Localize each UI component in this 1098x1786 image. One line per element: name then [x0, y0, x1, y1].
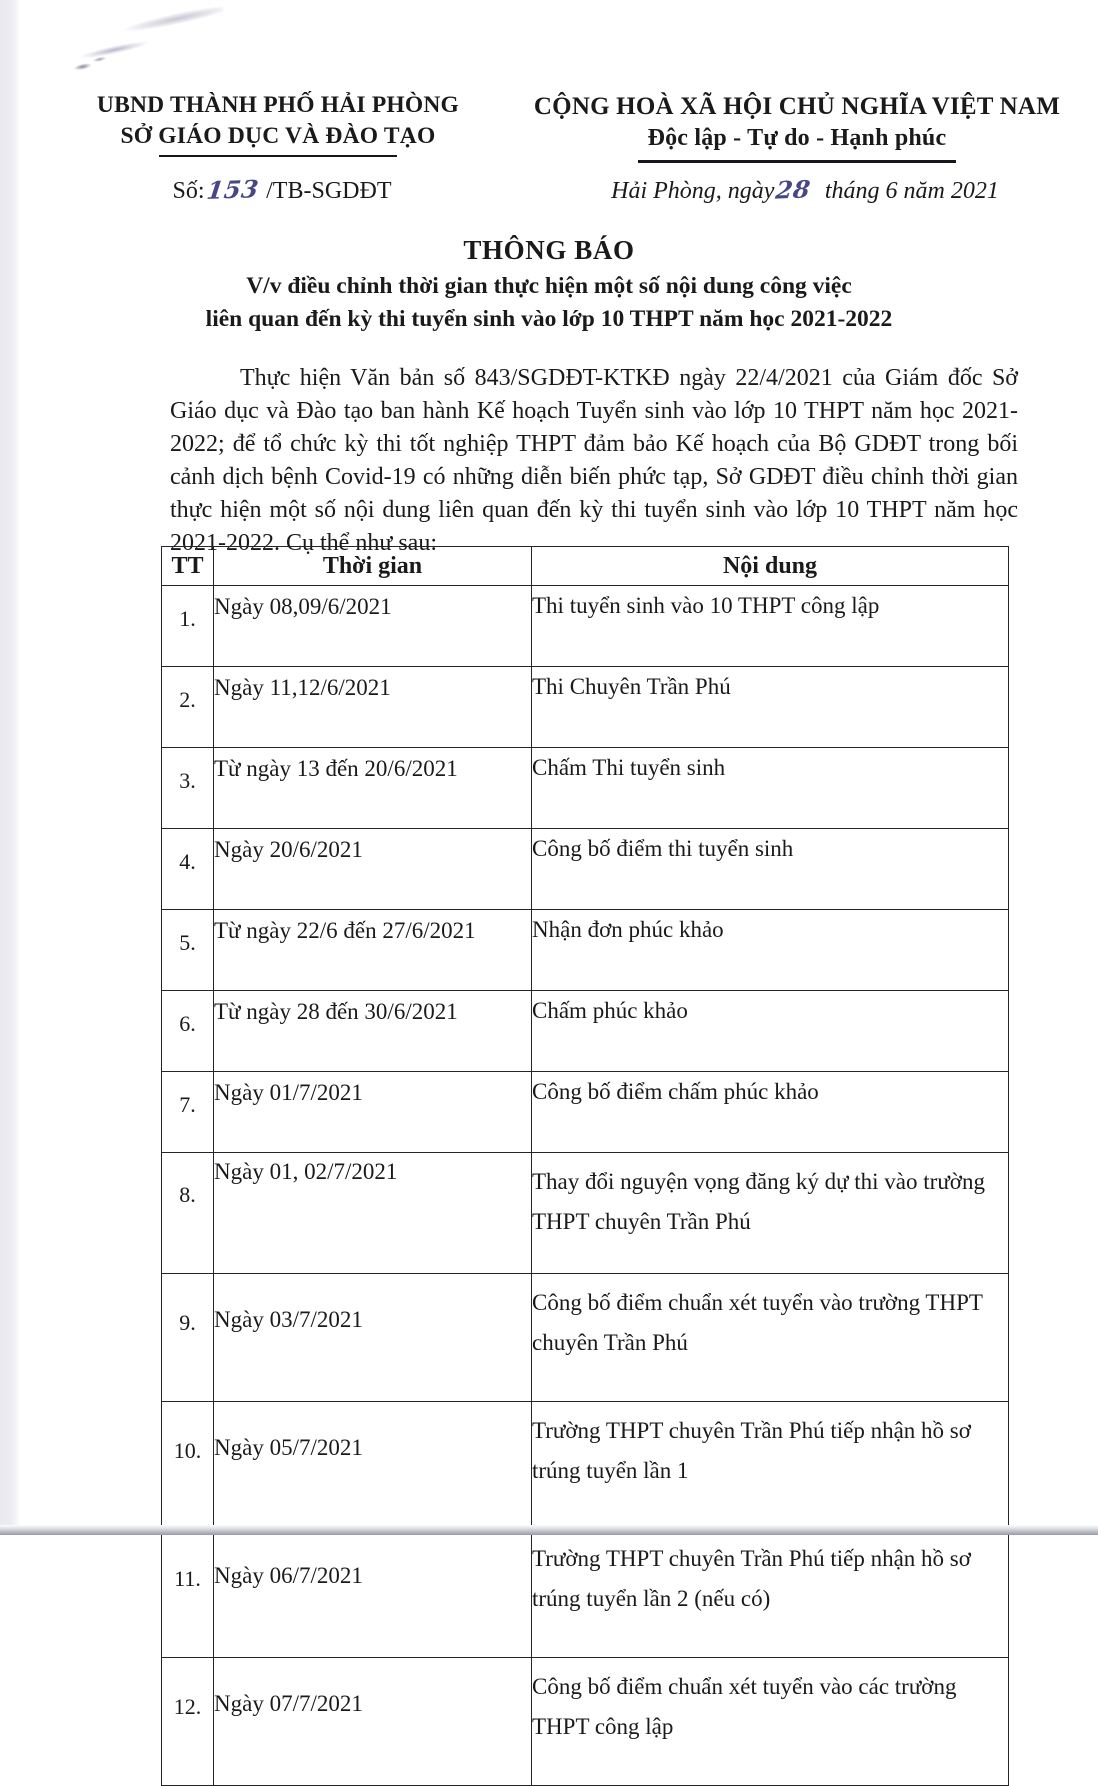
row-time: Ngày 01/7/2021 — [214, 1072, 532, 1153]
row-index: 8. — [162, 1153, 214, 1274]
national-motto: Độc lập - Tự do - Hạnh phúc — [647, 125, 947, 152]
row-time: Ngày 08,09/6/2021 — [214, 586, 532, 667]
document-masthead — [0, 90, 1098, 163]
row-content: Công bố điểm chấm phúc khảo — [532, 1072, 1009, 1153]
table-row — [162, 667, 1009, 748]
row-content: Công bố điểm thi tuyển sinh — [532, 829, 1009, 910]
row-index: 11. — [162, 1530, 214, 1658]
document-number-date-row — [0, 175, 1098, 205]
schedule-table — [161, 546, 1009, 1786]
scan-smudge-artifact — [44, 0, 233, 90]
row-time: Ngày 11,12/6/2021 — [214, 667, 532, 748]
row-content: Công bố điểm chuẩn xét tuyển vào trường THPT chuyên Trần Phú — [532, 1274, 1009, 1402]
row-time: Ngày 07/7/2021 — [214, 1658, 532, 1786]
row-index: 12. — [162, 1658, 214, 1786]
document-subject-line-2: liên quan đến kỳ thi tuyển sinh vào lớp 10 THPT năm học 2021-2022 — [205, 306, 893, 333]
document-number-suffix: /TB-SGDĐT — [266, 178, 392, 204]
table-row — [162, 1274, 1009, 1402]
row-index: 10. — [162, 1402, 214, 1530]
column-header-tt: TT — [162, 547, 214, 586]
row-index: 6. — [162, 991, 214, 1072]
row-index: 2. — [162, 667, 214, 748]
row-time: Từ ngày 22/6 đến 27/6/2021 — [214, 910, 532, 991]
row-time: Ngày 20/6/2021 — [214, 829, 532, 910]
place-date-prefix: Hải Phòng, ngày — [611, 178, 775, 204]
row-index: 1. — [162, 586, 214, 667]
row-time: Ngày 03/7/2021 — [214, 1274, 532, 1402]
date-day-handwritten: 28 — [774, 174, 813, 205]
organization-line-2: SỞ GIÁO DỤC VÀ ĐÀO TẠO — [120, 123, 436, 150]
document-number — [22, 175, 542, 205]
row-time: Từ ngày 13 đến 20/6/2021 — [214, 748, 532, 829]
row-time: Ngày 06/7/2021 — [214, 1530, 532, 1658]
table-row — [162, 1658, 1009, 1786]
table-row — [162, 1153, 1009, 1274]
table-row — [162, 910, 1009, 991]
issuing-organization-block — [22, 90, 534, 163]
page-edge-left — [0, 0, 20, 1525]
row-content: Thi tuyển sinh vào 10 THPT công lập — [532, 586, 1009, 667]
document-subject-line-1: V/v điều chỉnh thời gian thực hiện một số nội dung công việc — [246, 272, 852, 299]
row-index: 9. — [162, 1274, 214, 1402]
column-header-time: Thời gian — [214, 547, 532, 586]
national-title: CỘNG HOÀ XÃ HỘI CHỦ NGHĨA VIỆT NAM — [533, 93, 1060, 120]
table-row — [162, 1402, 1009, 1530]
table-row — [162, 748, 1009, 829]
document-title-block — [0, 234, 1098, 335]
document-number-prefix: Số: — [172, 178, 205, 204]
row-content: Công bố điểm chuẩn xét tuyển vào các trường THPT công lập — [532, 1658, 1009, 1786]
row-content: Trường THPT chuyên Trần Phú tiếp nhận hồ sơ trúng tuyển lần 2 (nếu có) — [532, 1530, 1009, 1658]
row-content: Nhận đơn phúc khảo — [532, 910, 1009, 991]
national-motto-block — [534, 90, 1098, 163]
table-row — [162, 1072, 1009, 1153]
row-content: Chấm Thi tuyển sinh — [532, 748, 1009, 829]
table-row — [162, 1530, 1009, 1658]
row-content: Trường THPT chuyên Trần Phú tiếp nhận hồ sơ trúng tuyển lần 1 — [532, 1402, 1009, 1530]
document-type-title: THÔNG BÁO — [463, 235, 635, 265]
table-row — [162, 991, 1009, 1072]
table-row — [162, 829, 1009, 910]
row-index: 7. — [162, 1072, 214, 1153]
row-time: Từ ngày 28 đến 30/6/2021 — [214, 991, 532, 1072]
row-index: 5. — [162, 910, 214, 991]
row-index: 3. — [162, 748, 214, 829]
column-header-content: Nội dung — [532, 547, 1009, 586]
page-edge-bottom — [0, 1525, 1098, 1535]
document-body-paragraph: Thực hiện Văn bản số 843/SGDĐT-KTKĐ ngày 22/4/2021 của Giám đốc Sở Giáo dục và Đào tạo ban hành Kế hoạch Tuyển sinh vào lớp 10 THPT năm học 2021-2022; để tổ chức kỳ thi tốt nghiệp THPT đảm bảo Kế hoạch của Bộ GDĐT trong bối cảnh dịch bệnh Covid-19 có những diễn biến phức tạp, Sở GDĐT điều chỉnh thời gian thực hiện một số nội dung liên quan đến kỳ thi tuyển sinh vào lớp 10 THPT năm học 2021-2022. Cụ thể như sau: — [170, 365, 1018, 556]
row-time: Ngày 01, 02/7/2021 — [214, 1153, 532, 1274]
national-motto-underline — [638, 160, 956, 163]
document-number-handwritten: 153 — [204, 174, 261, 205]
table-header-row — [162, 547, 1009, 586]
schedule-table-body — [162, 586, 1009, 1786]
row-index: 4. — [162, 829, 214, 910]
organization-line-1: UBND THÀNH PHỐ HẢI PHÒNG — [96, 92, 460, 118]
row-content: Chấm phúc khảo — [532, 991, 1009, 1072]
row-time: Ngày 05/7/2021 — [214, 1402, 532, 1530]
organization-underline — [159, 155, 397, 157]
row-content: Thay đổi nguyện vọng đăng ký dự thi vào trường THPT chuyên Trần Phú — [532, 1153, 1009, 1274]
place-and-date — [542, 175, 1098, 205]
row-content: Thi Chuyên Trần Phú — [532, 667, 1009, 748]
table-row — [162, 586, 1009, 667]
place-date-suffix: tháng 6 năm 2021 — [824, 178, 999, 204]
